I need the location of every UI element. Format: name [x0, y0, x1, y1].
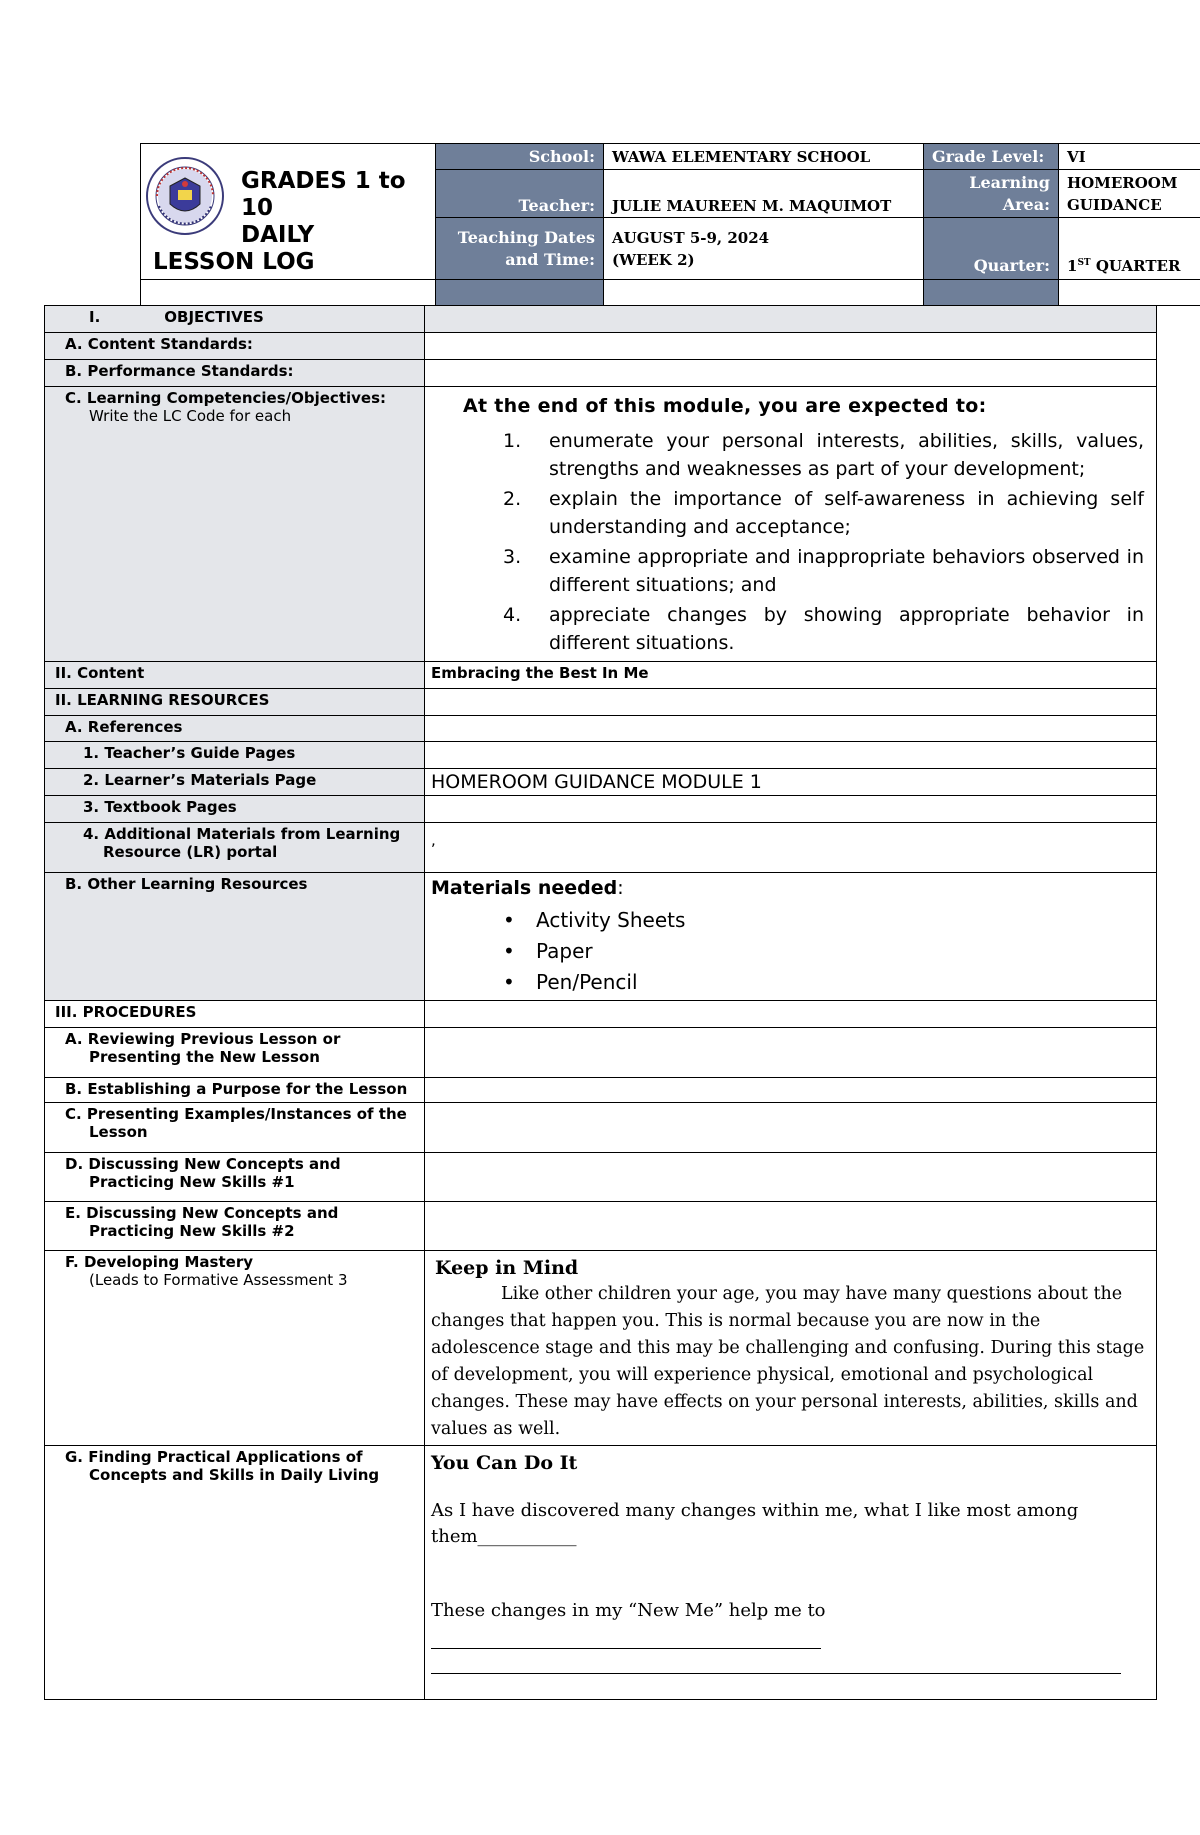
- deped-seal-icon: [145, 156, 225, 236]
- objectives-list: [431, 427, 1150, 657]
- learning-resources-value: [425, 689, 1157, 716]
- answer-line: [431, 1624, 821, 1649]
- other-resources-label: B. Other Learning Resources: [45, 873, 425, 1001]
- objective-item: 4. appreciate changes by showing appropriate behavior in different situations.: [503, 604, 1144, 654]
- school-label: School:: [436, 144, 604, 170]
- learning-area-label: Learning Area:: [924, 170, 1059, 218]
- lesson-log-header: [140, 143, 1200, 305]
- objective-item: 3. examine appropriate and inappropriate behaviors observed in different situations; and: [503, 546, 1144, 596]
- competencies-value: [425, 387, 1157, 662]
- learners-materials-value: HOMEROOM GUIDANCE MODULE 1: [425, 769, 1157, 796]
- teachers-guide-label: 1. Teacher’s Guide Pages: [45, 742, 425, 769]
- content-label: II. Content: [45, 662, 425, 689]
- procedure-c-value: [425, 1103, 1157, 1153]
- textbook-pages-label: 3. Textbook Pages: [45, 796, 425, 823]
- additional-materials-label: 4. Additional Materials from Learning Resource (LR) portal: [45, 823, 425, 873]
- keep-in-mind-body: Like other children your age, you may have many questions about the changes that happen you. This is normal because you are now in the adolescence stage and this may be challenging and confusing. During this stage of development, you will experience physical, emotional and psychological changes. These may have effects on your personal interests, abilities, skills and values as well.: [431, 1284, 1145, 1439]
- objectives-intro: At the end of this module, you are expected to:: [463, 395, 987, 417]
- header-blank-cell: [141, 280, 436, 306]
- answer-line: [431, 1649, 1121, 1674]
- procedure-f-label: F. Developing Mastery (Leads to Formative Assessment 3: [45, 1251, 425, 1446]
- header-logo-title-cell: [141, 144, 436, 280]
- school-value: WAWA ELEMENTARY SCHOOL: [604, 144, 924, 170]
- teachers-guide-value: [425, 742, 1157, 769]
- references-label: A. References: [45, 716, 425, 742]
- additional-materials-value: ,: [425, 823, 1157, 873]
- teacher-label: Teacher:: [436, 170, 604, 218]
- quarter-label: Quarter:: [924, 218, 1059, 280]
- you-can-do-it-title: You Can Do It: [431, 1452, 578, 1474]
- procedure-b-label: B. Establishing a Purpose for the Lesson: [45, 1078, 425, 1103]
- objective-item: 1. enumerate your personal interests, abilities, skills, values, strengths and weaknesses as part of your development;: [503, 430, 1144, 480]
- learning-area-value: HOMEROOM GUIDANCE: [1059, 170, 1200, 218]
- material-item: • Pen/Pencil: [431, 967, 1150, 998]
- other-resources-value: [425, 873, 1157, 1001]
- objectives-heading-value: [425, 306, 1157, 333]
- textbook-pages-value: [425, 796, 1157, 823]
- grade-level-value: VI: [1059, 144, 1200, 170]
- teaching-dates-label: Teaching Dates and Time:: [436, 218, 604, 280]
- procedure-d-value: [425, 1153, 1157, 1202]
- procedures-heading: III. PROCEDURES: [45, 1001, 425, 1028]
- procedure-f-value: [425, 1251, 1157, 1446]
- quarter-value: 1ST QUARTER: [1059, 218, 1200, 280]
- procedure-d-label: D. Discussing New Concepts and Practicing New Skills #1: [45, 1153, 425, 1202]
- material-item: • Activity Sheets: [431, 905, 1150, 936]
- teacher-value: JULIE MAUREEN M. MAQUIMOT: [604, 170, 924, 218]
- competencies-label: C. Learning Competencies/Objectives: Write the LC Code for each: [45, 387, 425, 662]
- content-value: Embracing the Best In Me: [425, 662, 1157, 689]
- procedures-heading-value: [425, 1001, 1157, 1028]
- procedure-a-value: [425, 1028, 1157, 1078]
- grade-level-label: Grade Level:: [924, 144, 1059, 170]
- procedure-e-value: [425, 1202, 1157, 1251]
- teaching-dates-value: AUGUST 5-9, 2024 (WEEK 2): [604, 218, 924, 280]
- objective-item: 2. explain the importance of self-awareness in achieving self understanding and acceptance;: [503, 488, 1144, 538]
- performance-standards-value: [425, 360, 1157, 387]
- procedure-b-value: [425, 1078, 1157, 1103]
- references-value: [425, 716, 1157, 742]
- you-can-do-it-prompt-1: As I have discovered many changes within me, what I like most among them___________: [431, 1500, 1079, 1547]
- learners-materials-label: 2. Learner’s Materials Page: [45, 769, 425, 796]
- content-standards-value: [425, 333, 1157, 360]
- you-can-do-it-prompt-2: These changes in my “New Me” help me to: [431, 1600, 826, 1621]
- materials-list: [431, 905, 1150, 998]
- materials-needed-heading: Materials needed:: [431, 877, 624, 899]
- header-blank-gray-2: [924, 280, 1059, 306]
- material-item: • Paper: [431, 936, 1150, 967]
- lesson-log-title: GRADES 1 to 10 DAILY LESSON LOG: [153, 168, 406, 275]
- header-blank-cell-2: [604, 280, 924, 306]
- performance-standards-label: B. Performance Standards:: [45, 360, 425, 387]
- procedure-c-label: C. Presenting Examples/Instances of the Lesson: [45, 1103, 425, 1153]
- procedure-g-label: G. Finding Practical Applications of Concepts and Skills in Daily Living: [45, 1446, 425, 1700]
- procedure-g-value: [425, 1446, 1157, 1700]
- keep-in-mind-title: Keep in Mind: [435, 1257, 579, 1279]
- header-blank-gray-1: [436, 280, 604, 306]
- content-standards-label: A. Content Standards:: [45, 333, 425, 360]
- objectives-heading: I. OBJECTIVES: [45, 306, 425, 333]
- lesson-log-table: [44, 305, 1156, 1700]
- header-blank-cell-3: [1059, 280, 1200, 306]
- procedure-a-label: A. Reviewing Previous Lesson or Presenting the New Lesson: [45, 1028, 425, 1078]
- procedure-e-label: E. Discussing New Concepts and Practicing New Skills #2: [45, 1202, 425, 1251]
- learning-resources-heading: II. LEARNING RESOURCES: [45, 689, 425, 716]
